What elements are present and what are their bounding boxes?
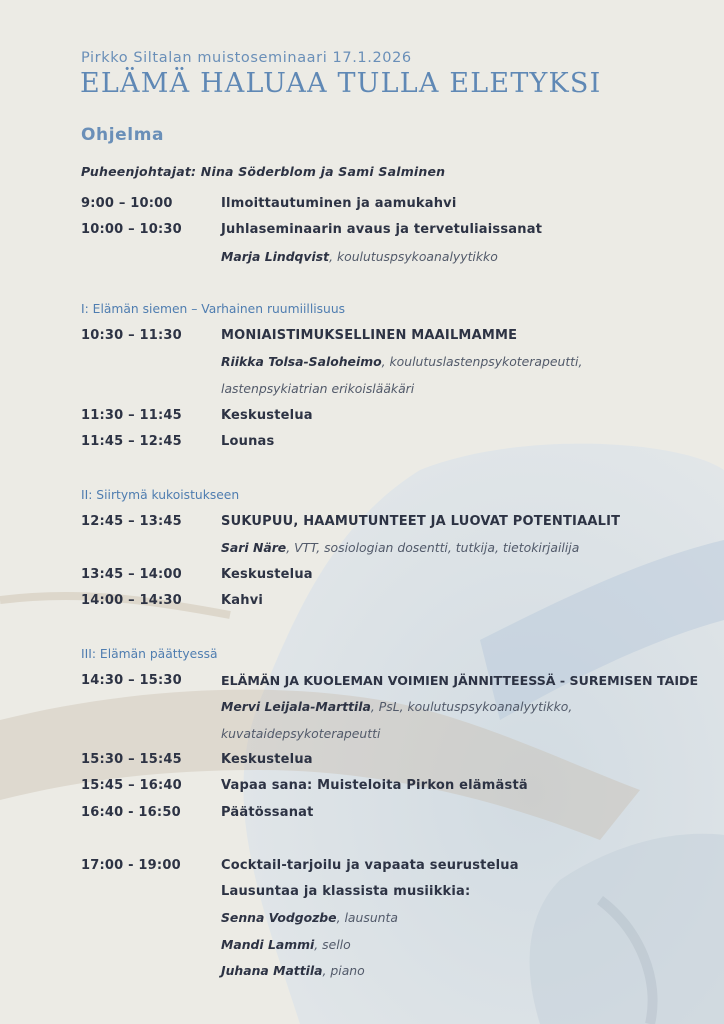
item-recitation-music: Lausuntaa ja klassista musiikkia:	[221, 884, 471, 899]
section-heading-3: III: Elämän päättyessä	[81, 647, 218, 661]
item-cocktail: Cocktail-tarjoilu ja vapaata seurustelua	[221, 858, 519, 873]
talk-title-3: ELÄMÄN JA KUOLEMAN VOIMIEN JÄNNITTEESSÄ - SUREMISEN TAIDE	[221, 673, 699, 688]
time-1130: 11:30 – 11:45	[81, 408, 182, 423]
speaker-name: Riikka Tolsa-Saloheimo	[221, 354, 382, 369]
speaker-name: Mervi Leijala-Marttila	[221, 699, 371, 714]
performer-mattila	[221, 963, 365, 978]
talk-title-1: MONIAISTIMUKSELLINEN MAAILMAMME	[221, 328, 518, 343]
time-1400: 14:00 – 14:30	[81, 593, 182, 608]
time-0900: 9:00 – 10:00	[81, 196, 173, 211]
performer-name: Senna Vodgozbe	[221, 910, 337, 925]
item-coffee: Kahvi	[221, 593, 264, 608]
chairpersons: Puheenjohtajat: Nina Söderblom ja Sami Salminen	[81, 164, 446, 179]
item-registration: Ilmoittautuminen ja aamukahvi	[221, 196, 457, 211]
speaker-role: , PsL, koulutuspsykoanalyytikko,	[370, 699, 573, 714]
talk-title-2: SUKUPUU, HAAMUTUNTEET JA LUOVAT POTENTIAALIT	[221, 514, 621, 529]
time-1700: 17:00 - 19:00	[81, 858, 181, 873]
speaker-role-continued: kuvataidepsykoterapeutti	[221, 726, 381, 741]
speaker-tolsa-saloheimo	[221, 354, 582, 369]
performer-role: , lausunta	[336, 910, 398, 925]
section-heading-2: II: Siirtymä kukoistukseen	[81, 488, 240, 502]
item-free-word: Vapaa sana: Muisteloita Pirkon elämästä	[221, 778, 528, 793]
performer-lammi	[221, 937, 351, 952]
time-1530: 15:30 – 15:45	[81, 752, 182, 767]
time-1430: 14:30 – 15:30	[81, 673, 182, 688]
item-lunch: Lounas	[221, 434, 275, 449]
speaker-role: , koulutuspsykoanalyytikko	[329, 249, 498, 264]
speaker-lindqvist	[221, 249, 498, 264]
item-discussion-3: Keskustelua	[221, 752, 313, 767]
program-heading: Ohjelma	[81, 125, 165, 145]
performer-role: , sello	[314, 937, 351, 952]
time-1145: 11:45 – 12:45	[81, 434, 182, 449]
speaker-role-continued: lastenpsykiatrian erikoislääkäri	[221, 381, 415, 396]
time-1545: 15:45 – 16:40	[81, 778, 182, 793]
speaker-name: Sari Näre	[221, 540, 287, 555]
speaker-nare	[221, 540, 579, 555]
section-heading-1: I: Elämän siemen – Varhainen ruumiillisuus	[81, 302, 346, 316]
performer-name: Juhana Mattila	[221, 963, 323, 978]
page-title: ELÄMÄ HALUAA TULLA ELETYKSI	[80, 68, 602, 99]
speaker-name: Marja Lindqvist	[221, 249, 330, 264]
time-1030: 10:30 – 11:30	[81, 328, 182, 343]
speaker-leijala-marttila	[221, 699, 572, 714]
speaker-role: , koulutuslastenpsykoterapeutti,	[381, 354, 583, 369]
time-1245: 12:45 – 13:45	[81, 514, 182, 529]
item-discussion-2: Keskustelua	[221, 567, 313, 582]
performer-vodgozbe	[221, 910, 398, 925]
performer-role: , piano	[322, 963, 365, 978]
time-1345: 13:45 – 14:00	[81, 567, 182, 582]
item-discussion-1: Keskustelua	[221, 408, 313, 423]
performer-name: Mandi Lammi	[221, 937, 315, 952]
speaker-role: , VTT, sosiologian dosentti, tutkija, tietokirjailija	[286, 540, 580, 555]
item-closing: Päätössanat	[221, 805, 314, 820]
time-1000: 10:00 – 10:30	[81, 222, 182, 237]
seminar-subtitle: Pirkko Siltalan muistoseminaari 17.1.2026	[81, 50, 412, 66]
item-opening: Juhlaseminaarin avaus ja tervetuliaissanat	[221, 222, 543, 237]
time-1640: 16:40 - 16:50	[81, 805, 181, 820]
